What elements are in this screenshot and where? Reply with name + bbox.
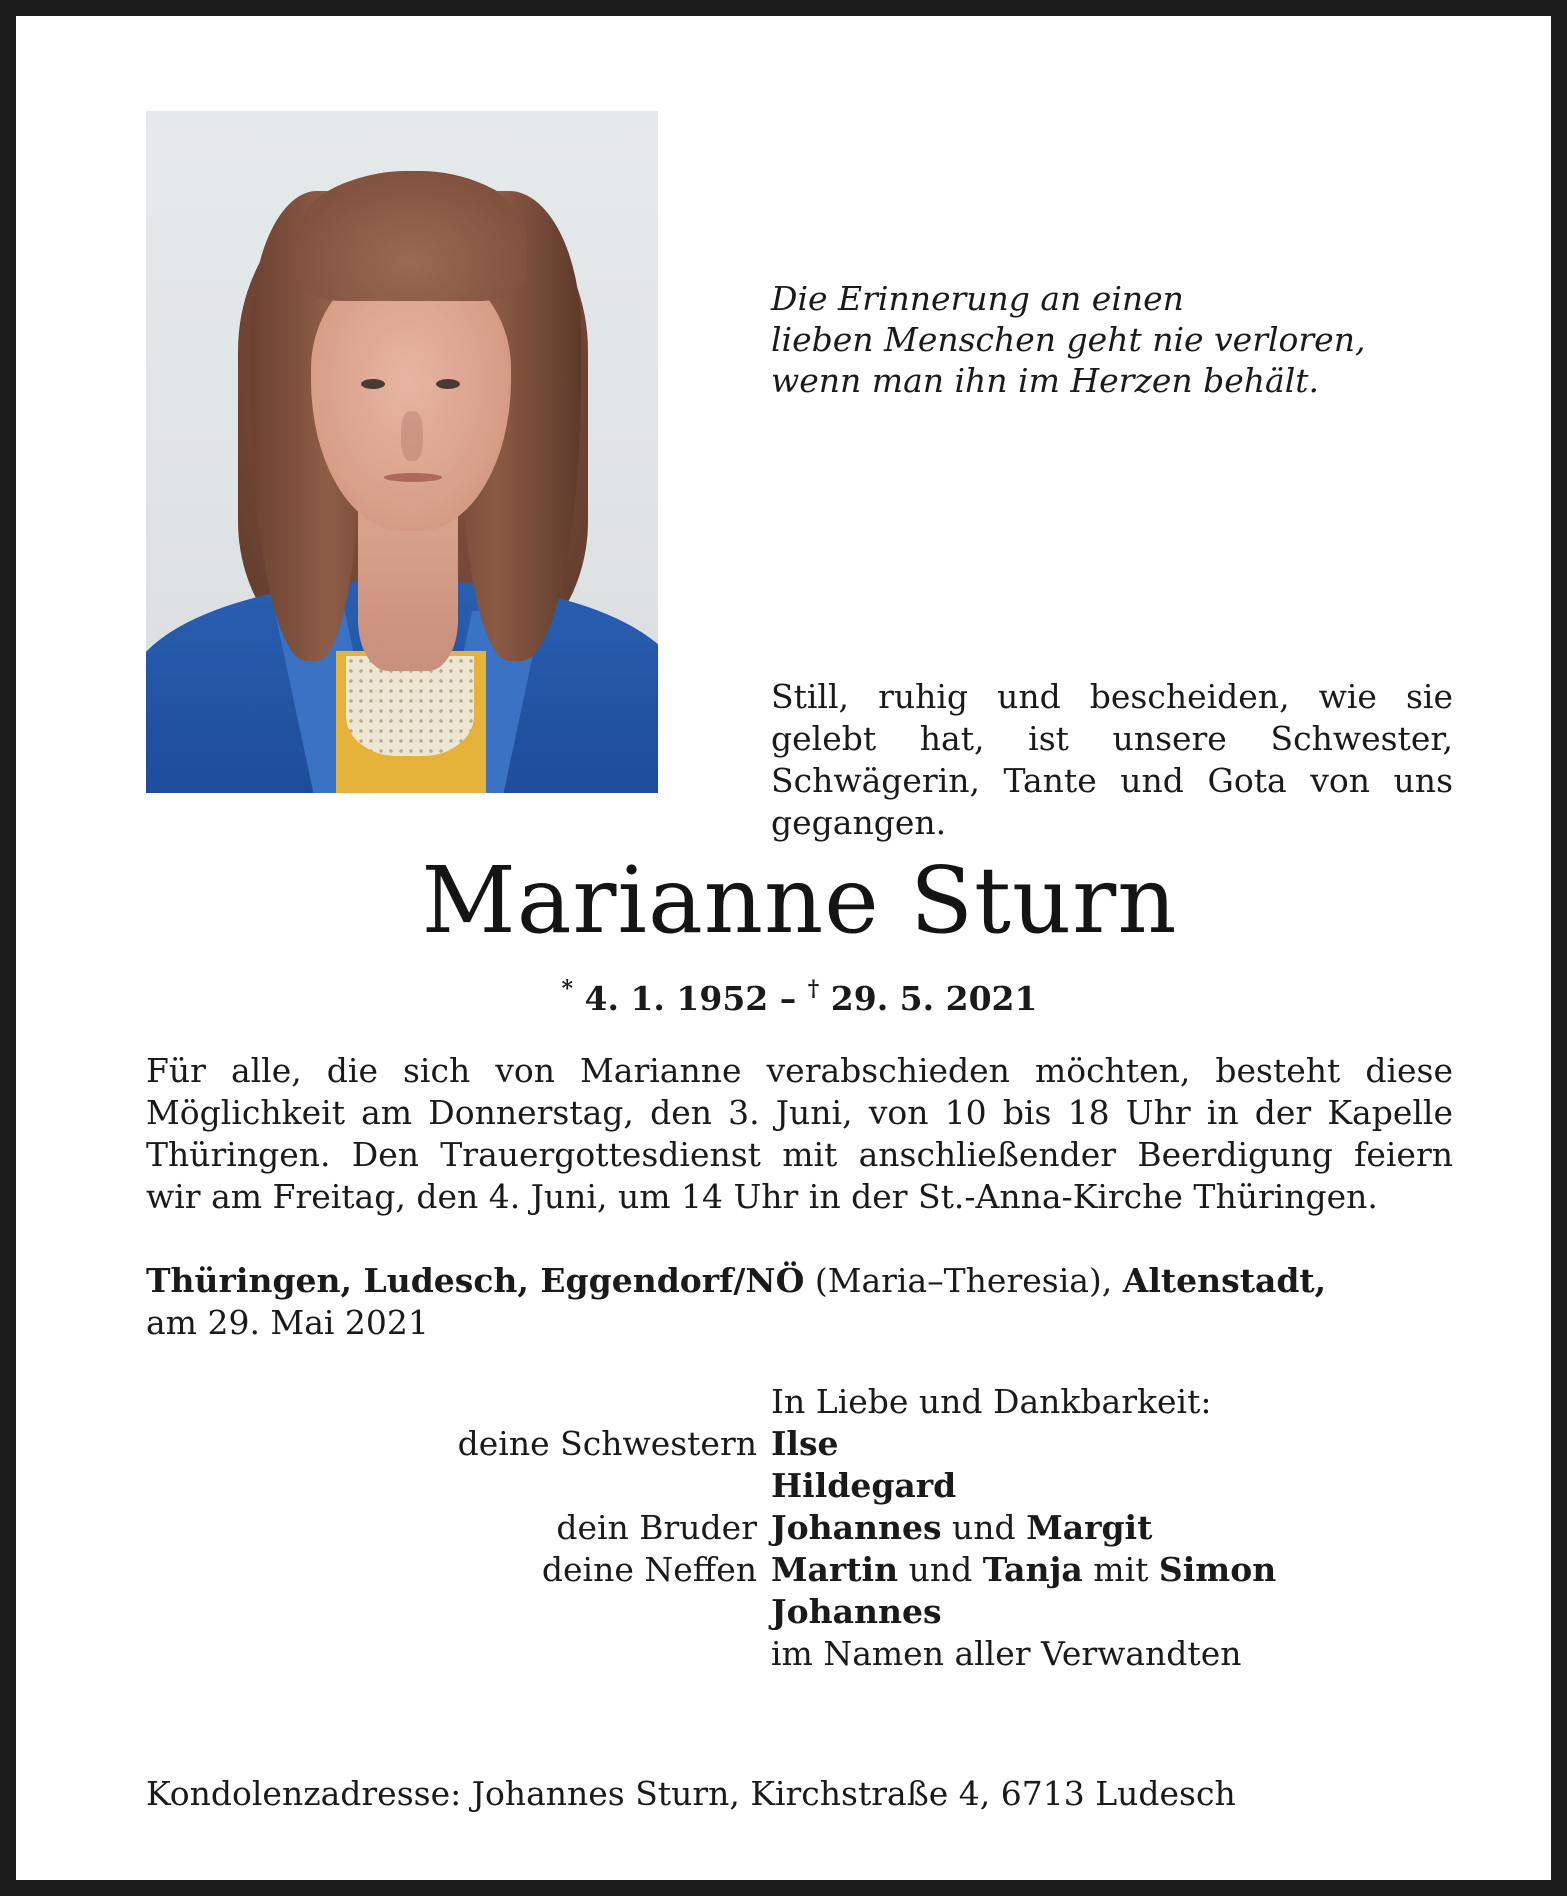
death-symbol: † <box>807 976 820 1002</box>
portrait-blouse <box>346 656 474 756</box>
brother-names <box>771 1507 1152 1549</box>
places-regular: (Maria–Theresia), <box>804 1261 1123 1300</box>
relatives-row-nephews <box>16 1549 1567 1591</box>
portrait-hair-top <box>296 171 526 301</box>
funeral-details: Für alle, die sich von Marianne verabschieden möchten, besteht diese Möglichkeit am Donnerstag, den 3. Juni, von 10 bis 18 Uhr in der Kapelle Thüringen. Den Trauergottesdienst mit anschließender Beerdigung feiern wir am Freitag, den 4. Juni, um 14 Uhr in der St.-Anna-Kirche Thüringen. <box>146 1051 1453 1216</box>
birth-date: 4. 1. 1952 <box>584 979 769 1018</box>
relatives-row-nephew-2 <box>16 1591 1567 1633</box>
grandchild-name: Simon <box>1158 1550 1277 1589</box>
conjunction: und <box>941 1508 1027 1547</box>
brother-label: dein Bruder <box>556 1508 757 1547</box>
nephew-name: Johannes <box>771 1592 942 1631</box>
sisters-names-2 <box>771 1465 956 1507</box>
portrait-photo <box>146 111 658 793</box>
portrait-mouth <box>384 473 442 482</box>
places-block <box>146 1260 1466 1344</box>
life-dates <box>16 968 1567 1020</box>
date-separator: – <box>779 979 797 1018</box>
places-bold-2: Altenstadt, <box>1122 1261 1327 1300</box>
nephew-name: Martin <box>771 1550 899 1589</box>
quote-line: lieben Menschen geht nie verloren, <box>771 320 1366 359</box>
condolence-address: Kondolenzadresse: Johannes Sturn, Kirchstraße 4, 6713 Ludesch <box>146 1774 1236 1813</box>
portrait-nose <box>401 411 423 461</box>
nephew-partner-name: Tanja <box>982 1550 1083 1589</box>
quote-line: Die Erinnerung an einen <box>771 279 1184 318</box>
conjunction-with: mit <box>1082 1550 1159 1589</box>
sister-name: Hildegard <box>771 1466 957 1505</box>
nephews-label: deine Neffen <box>541 1550 757 1589</box>
thanks-heading: In Liebe und Dankbarkeit: <box>771 1382 1212 1421</box>
intro-text: Still, ruhig und bescheiden, wie sie gelebt hat, ist unsere Schwester, Schwägerin, Tante und Gota von uns gegangen. <box>771 677 1453 842</box>
nephews-names <box>771 1549 1276 1591</box>
portrait-face <box>311 261 511 531</box>
relatives-row-sister-2 <box>16 1465 1567 1507</box>
sister-name: Ilse <box>771 1424 839 1463</box>
relatives-row-sisters <box>16 1423 1567 1465</box>
conjunction: und <box>898 1550 983 1589</box>
brother-partner-name: Margit <box>1026 1508 1153 1547</box>
memorial-quote <box>771 278 1365 401</box>
relatives-row-closing <box>16 1633 1567 1675</box>
birth-symbol: * <box>561 976 574 1002</box>
sisters-names <box>771 1423 839 1465</box>
quote-line: wenn man ihn im Herzen behält. <box>771 361 1319 400</box>
brother-name: Johannes <box>771 1508 942 1547</box>
closing-line: im Namen aller Verwandten <box>771 1634 1242 1673</box>
places-line <box>146 1260 1466 1302</box>
portrait-eye-left <box>361 379 385 389</box>
deceased-name: Marianne Sturn <box>421 847 1178 954</box>
sisters-label: deine Schwestern <box>457 1424 757 1463</box>
places-bold-1: Thüringen, Ludesch, Eggendorf/NÖ <box>146 1261 805 1300</box>
nephews-names-2 <box>771 1591 942 1633</box>
places-date: am 29. Mai 2021 <box>146 1303 429 1342</box>
relatives-row-brother <box>16 1507 1567 1549</box>
portrait-eye-right <box>436 379 460 389</box>
death-date: 29. 5. 2021 <box>830 979 1038 1018</box>
